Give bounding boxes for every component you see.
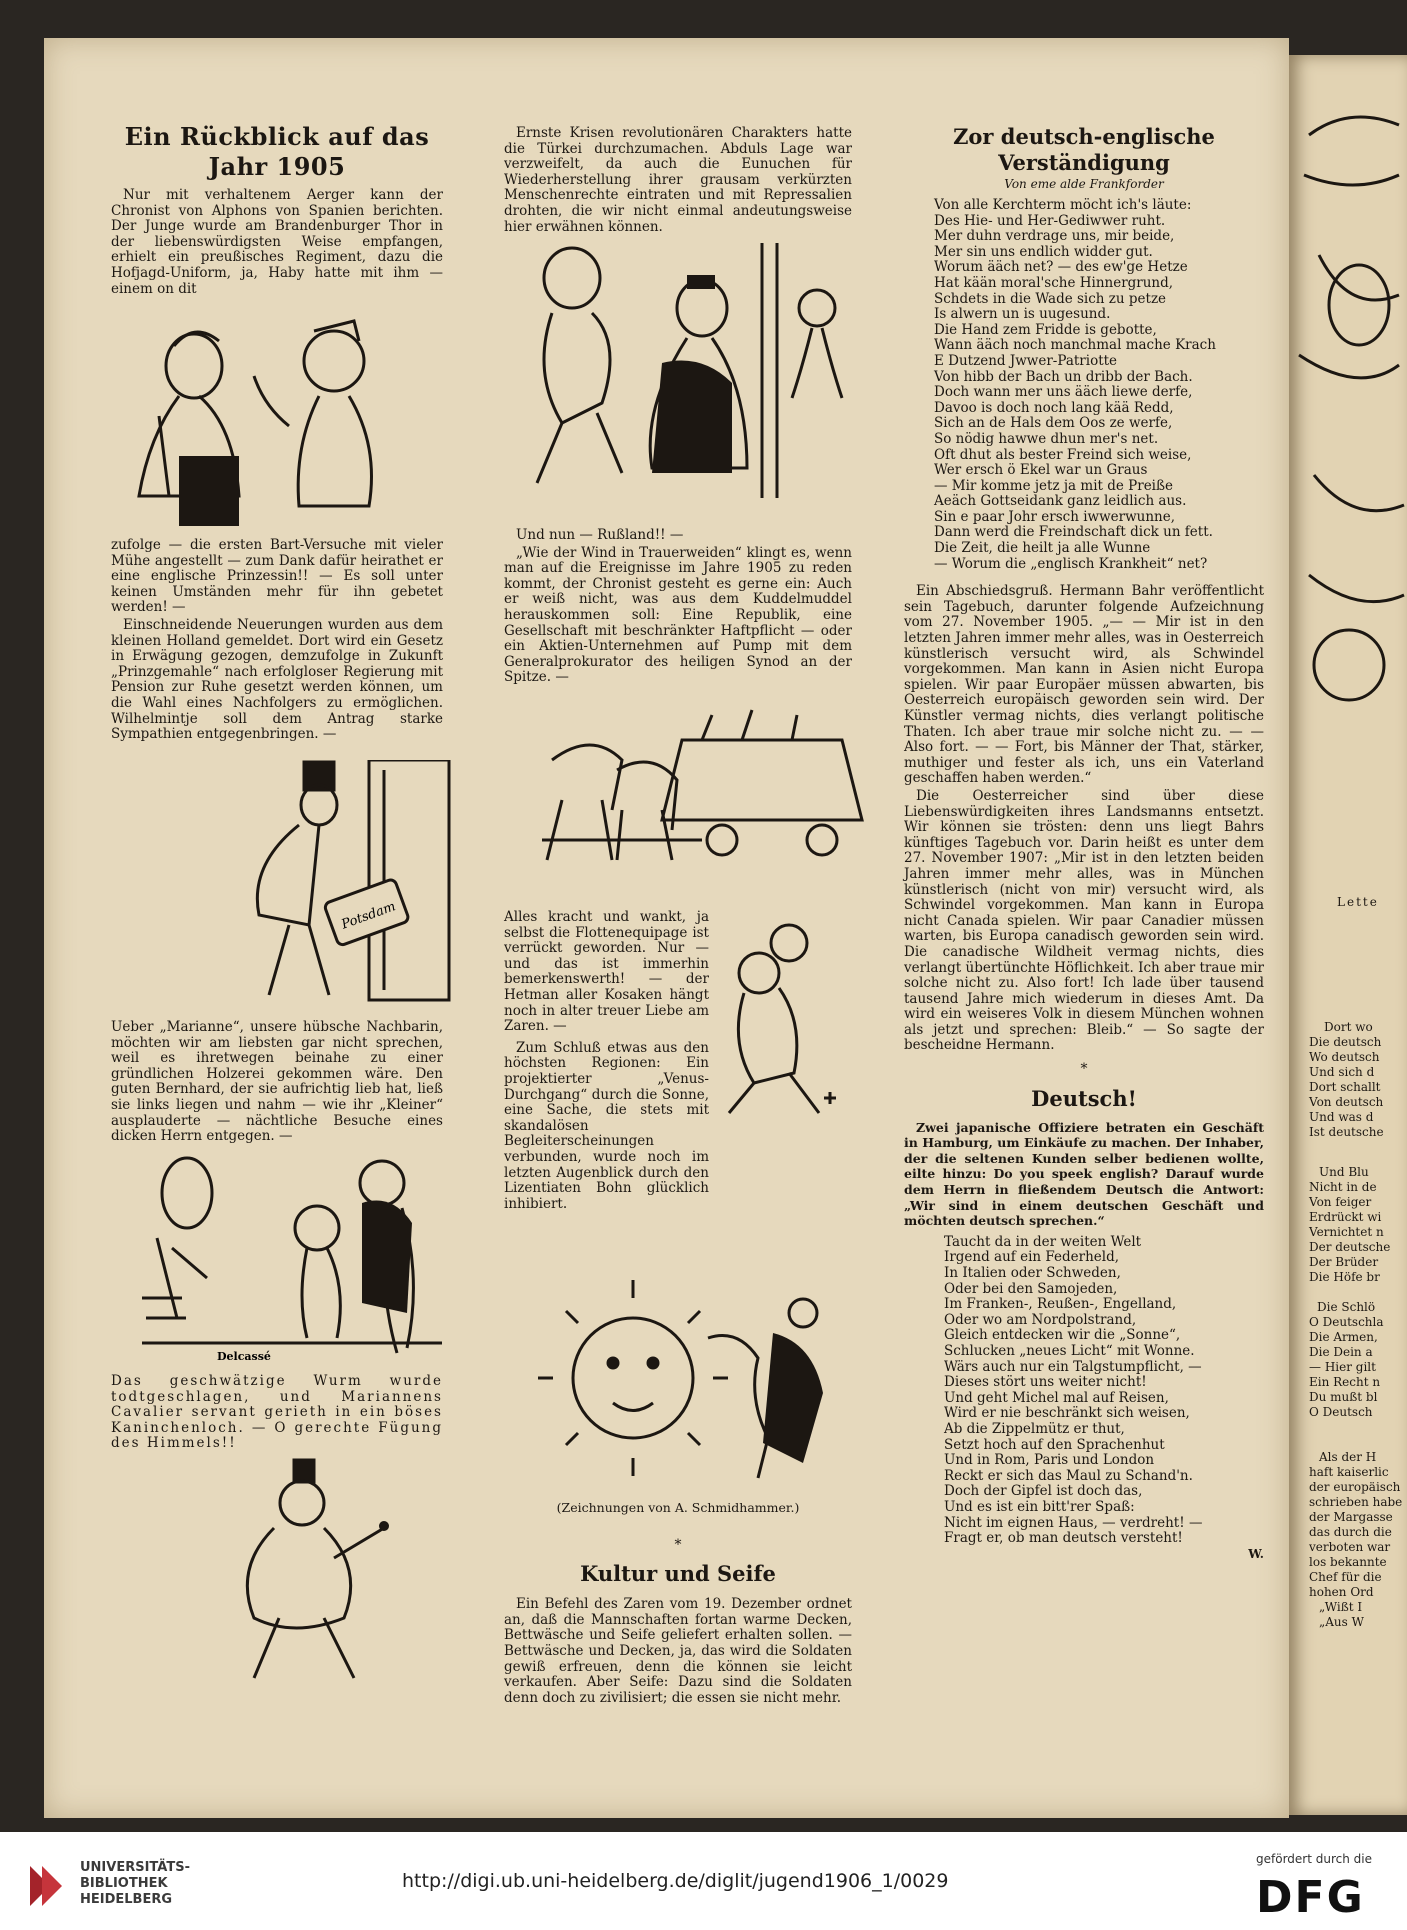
next-page-line: Nicht in de <box>1309 1180 1377 1194</box>
right-column <box>904 124 1264 1562</box>
paragraph: Ernste Krisen revolutionären Charakters hatte die Türkei durchzumachen. Abduls Lage war verzweifelt, da auch die Eunuchen für Wiederherstellung ihrer grausam verkürzten Menschenrechte eintraten und mit Repressalien drohten, die wir nicht einmal andeutungsweise hier erwähnen können. <box>504 125 852 235</box>
next-page-line: „Wißt I <box>1319 1600 1363 1614</box>
illustration-fleet <box>522 700 872 880</box>
separator-star: * <box>1080 1061 1088 1078</box>
poem-line: Nicht im eignen Haus, — verdreht! — <box>944 1514 1203 1531</box>
poem-2 <box>944 1235 1264 1547</box>
illustration-turkey <box>512 233 852 503</box>
next-page-line: Vernichtet n <box>1309 1225 1384 1239</box>
article-title-deutsch: Deutsch! <box>1031 1085 1137 1111</box>
next-page-line: — Hier gilt <box>1309 1360 1376 1374</box>
paragraph: Das geschwätzige Wurm wurde todtgeschlagen, und Mariannens Cavalier servant gerieth in ein böses Kaninchenloch. — O gerechte Fügung des Himmels!! <box>111 1373 443 1452</box>
paragraph: Und nun — Rußland!! — <box>516 527 684 543</box>
poem-line: Dieses stört uns weiter nicht! <box>944 1374 1147 1391</box>
left-column-4 <box>111 1374 443 1454</box>
poem-line: Und in Rom, Paris und London <box>944 1452 1155 1469</box>
illustration-delcasse <box>132 1148 447 1363</box>
article-title: Ein Rückblick auf das Jahr 1905 <box>124 122 430 181</box>
next-page-line: hohen Ord <box>1309 1585 1374 1599</box>
poem-line: Gleich entdecken wir die „Sonne“, <box>944 1327 1181 1344</box>
poem-line: Is alwern un is uugesund. <box>934 306 1111 323</box>
next-page-illustration <box>1289 55 1407 775</box>
poem-line: Mer sin uns endlich widder gut. <box>934 243 1153 260</box>
poem-line: Ab die Zippelmütz er thut, <box>944 1420 1125 1437</box>
paragraph: Nur mit verhaltenem Aerger kann der Chronist von Alphons von Spanien berichten. Der Junge wurde am Brandenburger Thor in der liebenswürdigsten Weise empfangen, erhielt ein preußisches Regiment, dazu die Hofjagd-Uniform, ja, Haby hatte mit ihm — einem on dit <box>111 187 443 297</box>
next-page-line: das durch die <box>1309 1525 1392 1539</box>
poem-line: Oder wo am Nordpolstrand, <box>944 1311 1137 1328</box>
next-page-line: Du mußt bl <box>1309 1390 1378 1404</box>
poem-line: Wärs auch nur ein Talgstumpflicht, — <box>944 1358 1202 1375</box>
next-page-line: der Margasse <box>1309 1510 1393 1524</box>
poem-line: Schdets in die Wade sich zu petze <box>934 290 1167 307</box>
separator-star: * <box>674 1536 682 1553</box>
poem-line: Wann ääch noch manchmal mache Krach <box>934 337 1216 354</box>
illustration-alphons <box>119 306 439 531</box>
poem-line: Schlucken „neues Licht“ mit Wonne. <box>944 1342 1195 1359</box>
paragraph: Alles kracht und wankt, ja selbst die Flottenequipage ist verrückt geworden. Nur — und das ist immerhin bemerkenswerth! — der Hetman aller Kosaken hängt noch in alter treuer Liebe am Zaren. — <box>504 909 709 1035</box>
poem-line: E Dutzend Jwwer-Patriotte <box>934 352 1118 369</box>
next-page-line: Von deutsch <box>1309 1095 1384 1109</box>
poem-line: Oft dhut als bester Freind sich weise, <box>934 446 1192 463</box>
next-page-line: los bekannte <box>1309 1555 1387 1569</box>
newspaper-page <box>44 38 1289 1818</box>
poem-line: Von alle Kerchterm möcht ich's läute: <box>934 197 1192 213</box>
next-page-line: Lette <box>1337 895 1379 909</box>
next-page-line: Die deutsch <box>1309 1035 1382 1049</box>
poem-line: Sich an de Hals dem Oos ze werfe, <box>934 415 1173 432</box>
paragraph: Ueber „Marianne“, unsere hübsche Nachbarin, möchten wir am liebsten gar nicht sprechen, weil es ihretwegen beinahe zu einer gründlichen Holzerei gekommen wäre. Den guten Bernhard, der sie aufrichtig lieb hat, ließ sie links liegen und nahm — wie ihr „Kleiner“ ausplauderte — nächtliche Besuche eines dicken Herrn entgegen. — <box>111 1019 443 1145</box>
poem-line: Doch der Gipfel ist doch das, <box>944 1483 1143 1500</box>
paragraph: Ein Befehl des Zaren vom 19. Dezember ordnet an, daß die Mannschaften fortan warme Decken, Bettwäsche und Seife geliefert erhalten sollen. — Bettwäsche und Decken, ja, das wird die Soldaten gewiß erfreuen, denn die können sie leicht verkaufen. Aber Seife: Dazu sind die Soldaten denn doch zu zivilisiert; die essen sie nicht mehr. <box>504 1596 852 1706</box>
poem-signature: W. <box>1248 1546 1264 1561</box>
poem-line: Reckt er sich das Maul zu Schand'n. <box>944 1467 1193 1484</box>
poem-line: Dann werd die Freindschaft dick un fett. <box>934 524 1213 541</box>
paragraph: zufolge — die ersten Bart-Versuche mit vieler Mühe angestellt — zum Dank dafür heirathet er eine englische Prinzessin!! — Es soll unter keinen Umständen mehr für ihn gebetet werden! — <box>111 537 443 616</box>
poem-line: Fragt er, ob man deutsch versteht! <box>944 1530 1183 1547</box>
article-title-kultur: Kultur und Seife <box>580 1561 776 1587</box>
poem-line: — Worum die „englisch Krankheit“ net? <box>934 555 1208 572</box>
poem-line: Mer duhn verdrage uns, mir beide, <box>934 228 1175 245</box>
illustration-cossack <box>714 913 854 1123</box>
poem-line: Hat kään moral'sche Hinnergrund, <box>934 274 1174 291</box>
paragraph: Zum Schluß etwas aus den höchsten Regionen: Ein projektierter „Venus-Durchgang“ durch die Sonne, eine Sache, die stets mit skandalösen Begleiterscheinungen verbunden, wurde noch im letzten Augenblick durch den Lizentiaten Bohn glücklich inhibiert. <box>504 1039 709 1212</box>
next-page-line: Die Schlö <box>1317 1300 1376 1314</box>
next-page-line: Ist deutsche <box>1309 1125 1384 1139</box>
next-page-line: Der Brüder <box>1309 1255 1379 1269</box>
next-page-line: Erdrückt wi <box>1309 1210 1382 1224</box>
poem-line: Irgend auf ein Federheld, <box>944 1249 1120 1266</box>
next-page-line: O Deutschla <box>1309 1315 1384 1329</box>
dfg-logo: DFG <box>1256 1872 1365 1923</box>
poem <box>934 198 1264 572</box>
next-page-line: O Deutsch <box>1309 1405 1373 1419</box>
paragraph: Einschneidende Neuerungen wurden aus dem kleinen Holland gemeldet. Dort wird ein Gesetz in Erwägung gezogen, demzufolge in Zukunft „Prinzgemahle“ nach erfolgloser Regierung mit Pension zur Ruhe gesetzt werden können, um die Wahl eines Nachfolgers zu ermöglichen. Wilhelmintje soll dem Antrag starke Sympathien entgegenbringen. — <box>111 616 443 743</box>
paragraph: Ein Abschiedsgruß. Hermann Bahr veröffentlicht sein Tagebuch, darunter folgende Aufzeichnung vom 27. November 1905. „— — Mir ist in den letzten Jahren immer mehr alles, was in Oesterreich künstlerisch versucht wird, als Schwindel vorgekommen. Man kann in Asien nicht Europa spielen. Wir paar Europäer müssen abwarten, bis Oesterreich europäisch geworden sein wird. Der Künstler vermag nichts, dies verlangt politische Thaten. Ich aber traue mir solche nicht zu. — — Also fort. — — Fort, bis Männer der That, stärker, muthiger und fester als ich, uns ein Vaterland geschaffen haben werden.“ <box>904 583 1264 787</box>
poem-line: Worum ääch net? — des ew'ge Hetze <box>934 259 1188 276</box>
next-page-line: Und was d <box>1309 1110 1374 1124</box>
paragraph: Die Oesterreicher sind über diese Liebenswürdigkeiten ihres Landsmanns entsetzt. Wir können sie trösten: denn uns liegt Bahrs künftiges Tagebuch vor. Darin heißt es unter dem 27. November 1907: „Mir ist in den letzten beiden Jahren immer mehr alles, was in München künstlerisch (nicht von mir) versucht wird, als Schwindel vorgekommen. Man kann in Europa nicht Canada spielen. Wir paar Canadier müssen warten, bis Europa canadisch geworden sein wird. Die canadische Wildheit vermag nichts, dies verlangt übertünchte Höflichkeit. Ich aber traue mir solche nicht zu. Also fort! Ich lade über tausend tausend Jahre mich wiederum in dieses Amt. Da wird ein weiseres Volk in diesem München wohnen als jetzt und sprechen: Bleib.“ — So sagte der bescheidne Hermann. <box>904 787 1264 1054</box>
paragraph: „Wie der Wind in Trauerweiden“ klingt es, wenn man auf die Ereignisse im Jahre 1905 zu reden kommt, der Chronist gesteht es gerne ein: Auch er weiß nicht, was aus dem Kuddelmuddel herauskommen soll: Eine Republik, eine Gesellschaft mit beschränkter Haftpflicht — oder ein Aktien-Unternehmen auf Pump mit dem Generalprokurator des heiligen Synod an der Spitze. — <box>504 544 852 686</box>
library-name-line: UNIVERSITÄTS- <box>80 1860 190 1875</box>
illustration-holland-prince <box>139 760 459 1010</box>
poem-line: Wird er nie beschränkt sich weisen, <box>944 1405 1190 1422</box>
poem-subtitle: Von eme alde Frankforder <box>1004 177 1164 191</box>
permalink-url[interactable]: http://digi.ub.uni-heidelberg.de/diglit/jugend1906_1/0029 <box>402 1870 949 1892</box>
library-name <box>80 1860 190 1908</box>
poem-line: Die Hand zem Fridde is gebotte, <box>934 321 1157 338</box>
cartoon-signature: Delcassé <box>217 1350 271 1363</box>
next-page-line: Der deutsche <box>1309 1240 1391 1254</box>
poem-line: Und es ist ein bitt'rer Spaß: <box>944 1498 1135 1515</box>
next-page-line: Und Blu <box>1319 1165 1369 1179</box>
next-page-line: Die Höfe br <box>1309 1270 1380 1284</box>
library-name-line: HEIDELBERG <box>80 1892 173 1907</box>
poem-line: Sin e paar Johr ersch iwwerwunne, <box>934 508 1176 525</box>
poem-line: Setzt hoch auf den Sprachenhut <box>944 1436 1165 1453</box>
middle-column <box>504 126 852 237</box>
suitcase-label: Potsdam <box>339 899 398 933</box>
next-page-line: Die Armen, <box>1309 1330 1378 1344</box>
poem-line: Aeäch Gottseidank ganz leidlich aus. <box>934 493 1187 510</box>
next-page-line: Als der H <box>1319 1450 1377 1464</box>
next-page-line: Chef für die <box>1309 1570 1382 1584</box>
next-page-line: „Aus W <box>1319 1615 1364 1629</box>
illustration-credit: (Zeichnungen von A. Schmidhammer.) <box>556 1500 800 1515</box>
next-page-line: verboten war <box>1309 1540 1391 1554</box>
next-page-line: Wo deutsch <box>1309 1050 1380 1064</box>
illustration-fat-man <box>214 1458 394 1698</box>
poem-line: Von hibb der Bach un dribb der Bach. <box>934 368 1193 385</box>
next-page-line: Und sich d <box>1309 1065 1375 1079</box>
next-page-line: Dort wo <box>1324 1020 1373 1034</box>
poem-line: Doch wann mer uns ääch liewe derfe, <box>934 384 1193 401</box>
poem-line: Im Franken-, Reußen-, Engelland, <box>944 1296 1177 1313</box>
next-page-line: schrieben habe <box>1309 1495 1403 1509</box>
poem-line: — Mir komme jetz ja mit de Preiße <box>934 477 1174 494</box>
middle-column-4 <box>504 1494 852 1708</box>
poem-line: Des Hie- und Her-Gediwwer ruht. <box>934 212 1166 229</box>
left-column-2 <box>111 538 443 745</box>
next-page-edge <box>1289 55 1407 1815</box>
next-page-line: Die Dein a <box>1309 1345 1373 1359</box>
next-page-line: Ein Recht n <box>1309 1375 1381 1389</box>
middle-column-3 <box>504 910 709 1214</box>
middle-column-2 <box>504 528 852 688</box>
next-page-line: Von feiger <box>1309 1195 1372 1209</box>
poem-line: Und geht Michel mal auf Reisen, <box>944 1389 1169 1406</box>
poem-line: Taucht da in der weiten Welt <box>944 1233 1142 1250</box>
left-column-3 <box>111 1020 443 1147</box>
next-page-line: der europäisch <box>1309 1480 1401 1494</box>
viewer-footer <box>0 1832 1407 1930</box>
poem-title: Zor deutsch-englische Verständigung <box>953 124 1215 175</box>
poem-line: Wer ersch ö Ekel war un Graus <box>934 462 1148 479</box>
illustration-sun-venus <box>538 1278 838 1488</box>
poem-line: Die Zeit, die heilt ja alle Wunne <box>934 540 1151 557</box>
poem-line: In Italien oder Schweden, <box>944 1265 1121 1281</box>
paragraph: Zwei japanische Offiziere betraten ein Geschäft in Hamburg, um Einkäufe zu machen. Der Inhaber, der die seltenen Kunden selber bedienen wollte, eilte hinzu: Do you speek english? Darauf wurde dem Herrn in fließendem Deutsch die Antwort: „Wir sind in einem deutschen Geschäft und möchten deutsch sprechen.“ <box>904 1119 1264 1229</box>
university-library-logo <box>26 1862 72 1908</box>
poem-line: So nödig hawwe dhun mer's net. <box>934 430 1159 447</box>
funding-note: gefördert durch die <box>1256 1852 1372 1866</box>
left-column <box>111 122 443 299</box>
next-page-line: haft kaiserlic <box>1309 1465 1389 1479</box>
poem-line: Davoo is doch noch lang kää Redd, <box>934 399 1174 416</box>
next-page-line: Dort schallt <box>1309 1080 1381 1094</box>
library-name-line: BIBLIOTHEK <box>80 1876 168 1891</box>
poem-line: Oder bei den Samojeden, <box>944 1280 1118 1297</box>
